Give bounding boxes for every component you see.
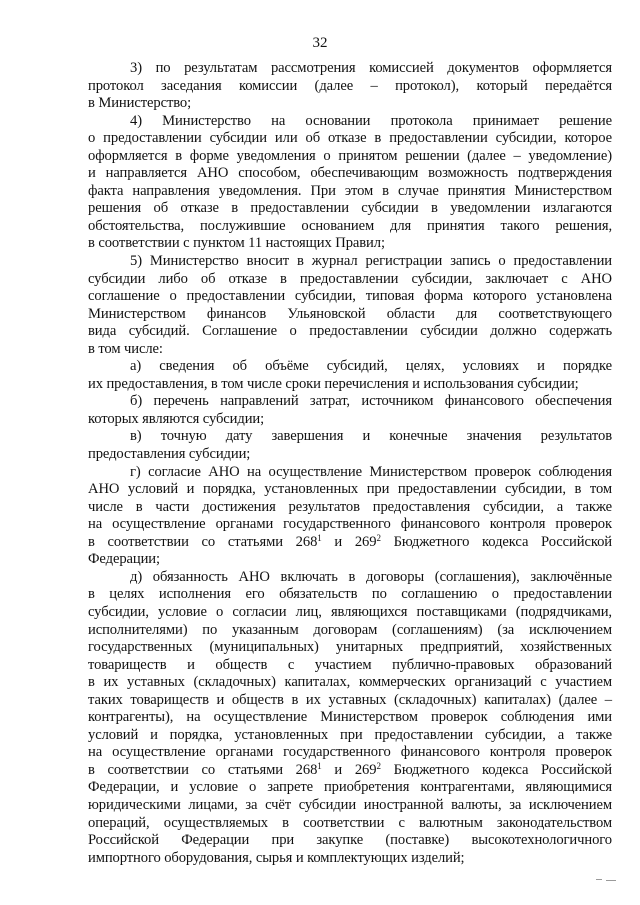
text-line: Федерации; [88,551,160,568]
text-line: в соответствии с пунктом 11 настоящих Правил; [88,235,385,252]
text-line: в) точную дату завершения и конечные значения результатов [130,428,612,445]
text-line: вида субсидий. Соглашение о предоставлении субсидии должно содержать [88,323,612,340]
text-line: 5) Министерство вносит в журнал регистрации запись о предоставлении [130,253,612,270]
text-line: 4) Министерство на основании протокола принимает решение [130,112,612,129]
text-line: на осуществление органами государственного финансового контроля проверок [88,516,612,533]
text-line: субсидии, условие о согласии лиц, являющихся поставщиками (подрядчиками, [88,603,612,620]
text-line: импортного оборудования, сырья и комплектующих изделий; [88,849,465,866]
text-line: Российской Федерации при закупке (поставке) высокотехнологичного [88,832,612,849]
text-line: предоставления субсидии; [88,446,251,463]
text-line: в соответствии со статьями $268^1$ и $269^2$ Бюджетного кодекса Российской [88,532,612,550]
text-line: г) согласие АНО на осуществление Министерством проверок соблюдения [130,463,612,480]
text-line: в Министерство; [88,95,192,112]
text-line: Федерации, и условие о запрете приобретения контрагентами, являющимися [88,779,612,796]
text-line: государственных (муниципальных) унитарных предприятий, хозяйственных [88,639,612,656]
text-line: контрагенты), на осуществление Министерством проверок соблюдения ими [88,709,612,726]
text-line: обстоятельства, послужившие основанием для принятия такого решения, [88,217,612,234]
text-line: Министерством финансов Ульяновской области для соответствующего [88,305,612,322]
text-line: решения об отказе в предоставлении субсидии в уведомлении излагаются [88,200,612,217]
text-line: и направляется АНО способом, обеспечивающим возможность подтверждения [88,165,612,182]
text-line: исполнителями) по указанным договорам (соглашениям) (за исключением [88,621,612,638]
text-line: в соответствии со статьями $268^1$ и $269^2$ Бюджетного кодекса Российской [88,760,612,778]
text-line: которых являются субсидии; [88,410,265,427]
text-line: их предоставления, в том числе сроки перечисления и использования субсидии; [88,375,579,392]
text-line: а) сведения об объёме субсидий, целях, условиях и порядке [130,358,612,375]
text-line: операций, осуществляемых в соответствии с валютным законодательством [88,814,612,831]
text-line: условий и порядка, установленных при предоставлении субсидии, а также [88,726,612,743]
text-line: числе в части достижения результатов предоставления субсидии, а также [88,498,612,515]
text-line: в том числе: [88,340,163,357]
text-line: в целях исполнения его обязательств по соглашению о предоставлении [88,586,612,603]
text-line: субсидии либо об отказе в предоставлении субсидии, заключает с АНО [88,270,612,287]
text-line: о предоставлении субсидии или об отказе в предоставлении субсидии, которое [88,130,612,147]
text-line: соглашение о предоставлении субсидии, типовая форма которого установлена [88,288,612,305]
text-line: протокол заседания комиссии (далее – протокол), который передаётся [88,77,612,94]
text-line: оформляется в форме уведомления о принятом решении (далее – уведомление) [88,147,612,164]
text-line: д) обязанность АНО включать в договоры (соглашения), заключённые [130,568,612,585]
text-line: 3) по результатам рассмотрения комиссией документов оформляется [130,60,612,76]
text-line: юридическими лицами, за счёт субсидии иностранной валюты, за исключением [88,796,612,813]
text-line: в их уставных (складочных) капиталах, коммерческих организаций с участием [88,674,612,691]
page-number: 32 [312,35,328,51]
document-body [88,60,612,867]
text-line: факта направления уведомления. При этом в случае принятия Министерством [88,182,612,199]
scan-artifact [596,879,602,880]
scan-artifact [606,880,616,881]
text-line: товариществ и обществ с участием публично-правовых образований [88,656,612,673]
text-line: б) перечень направлений затрат, источником финансового обеспечения [130,393,612,410]
text-line: АНО условий и порядка, установленных при предоставлении субсидии, в том [88,481,612,498]
text-line: на осуществление органами государственного финансового контроля проверок [88,744,612,761]
text-line: таких товариществ и обществ в их уставных (складочных) капиталах) (далее – [88,691,612,708]
